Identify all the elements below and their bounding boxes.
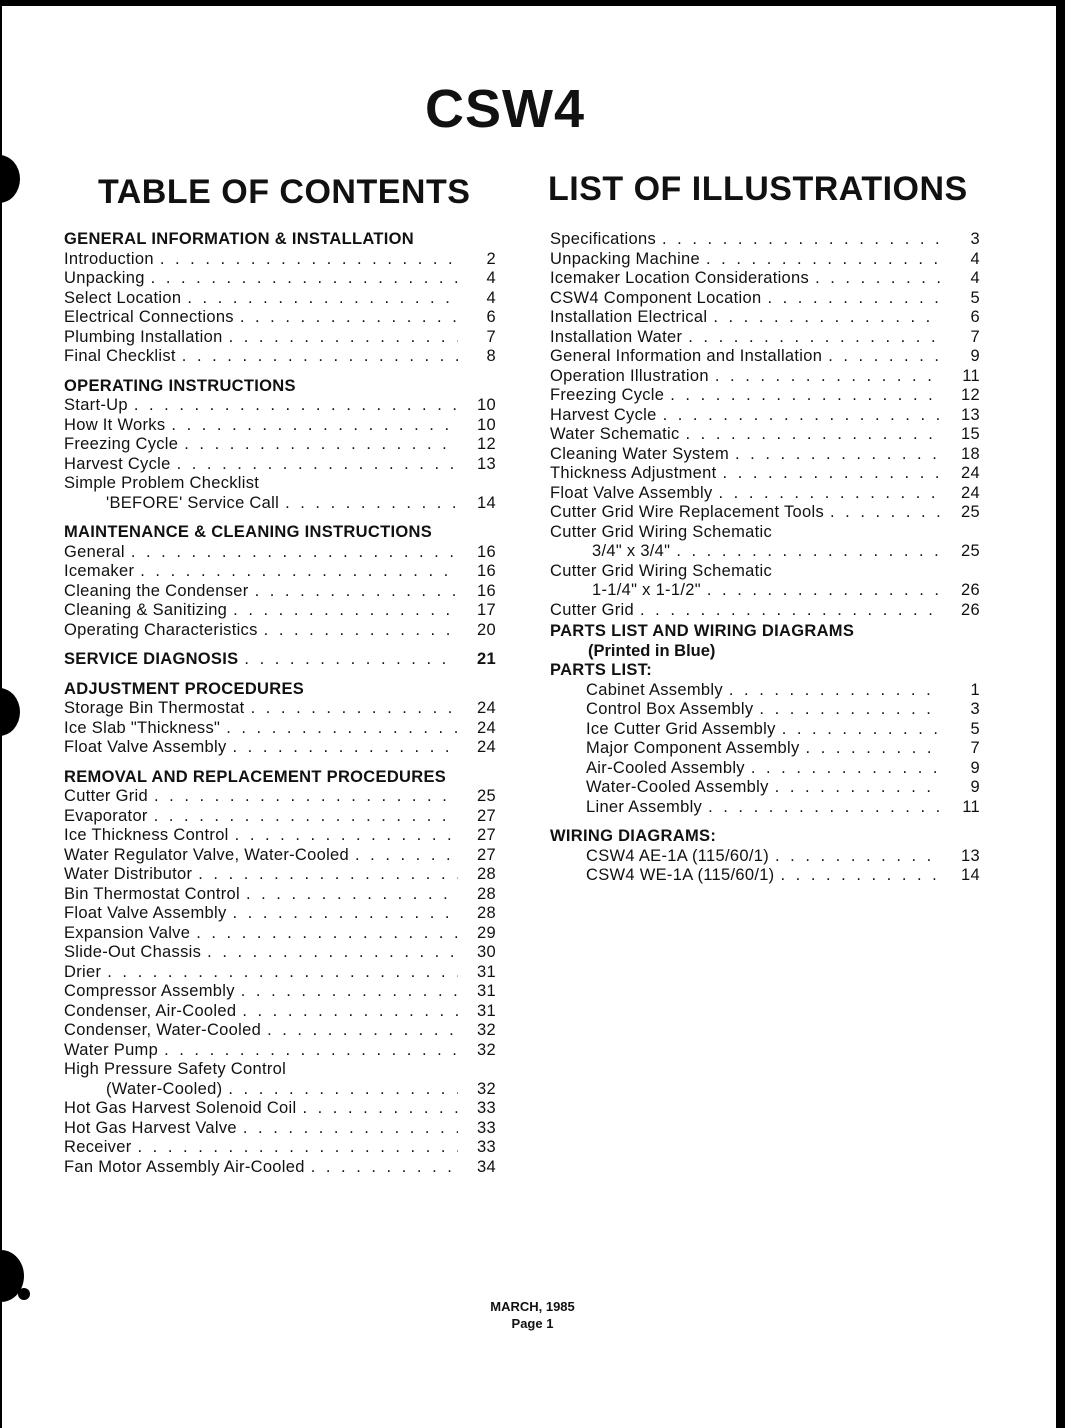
dot-leader [207, 943, 458, 963]
toc-entry [64, 308, 496, 328]
toc-entry-page: 5 [970, 719, 980, 738]
toc-entry [64, 416, 496, 436]
toc-entry [64, 347, 496, 367]
toc-entry-label: Float Valve Assembly [64, 738, 227, 756]
toc-section [64, 377, 496, 514]
dot-leader [707, 581, 942, 601]
toc-entry [64, 865, 496, 885]
toc-entry [64, 826, 496, 846]
toc-entry-label: Ice Slab "Thickness" [64, 718, 221, 737]
toc-entry-page: 24 [477, 738, 496, 756]
toc-entry-label: CSW4 WE-1A (115/60/1) [586, 866, 775, 884]
toc-entry-page: 9 [970, 758, 980, 777]
toc-entry-page: 15 [961, 425, 980, 443]
toc-entry-label: High Pressure Safety Control [64, 1060, 287, 1078]
toc-entry-page: 33 [477, 1138, 496, 1156]
toc-entry-label: Icemaker [64, 562, 135, 580]
dot-leader [177, 455, 458, 475]
toc-entry-page: 4 [970, 269, 980, 287]
toc-entry-page: 7 [970, 327, 980, 346]
toc-entry-page: 9 [970, 778, 980, 796]
dot-leader [138, 1138, 458, 1158]
dot-leader [686, 425, 942, 445]
dot-leader [160, 250, 458, 270]
toc-entry [550, 406, 980, 426]
toc-entry-page: 33 [477, 1118, 496, 1137]
toc-entry [550, 328, 980, 348]
toc-entry-label: Compressor Assembly [64, 982, 235, 1000]
toc-entry-label: Bin Thermostat Control [64, 884, 240, 903]
toc-entry-page: 14 [961, 866, 980, 884]
toc-entry-page: 31 [477, 962, 496, 981]
toc-entry-label: Introduction [64, 249, 154, 268]
toc-entry-label: Control Box Assembly [586, 700, 754, 718]
dot-leader [164, 1041, 458, 1061]
toc-entry-label: How It Works [64, 415, 166, 434]
wiring-heading: WIRING DIAGRAMS: [550, 827, 717, 845]
dot-leader [830, 503, 942, 523]
toc-entry [64, 1080, 496, 1100]
toc-section-title: GENERAL INFORMATION & INSTALLATION [64, 230, 414, 248]
toc-section [64, 680, 496, 758]
binder-hole [0, 155, 20, 203]
toc-entry-page: 3 [970, 700, 980, 718]
toc-entry-label: Harvest Cycle [64, 454, 171, 473]
dot-leader [780, 866, 942, 886]
toc-entry-label: Hot Gas Harvest Solenoid Coil [64, 1099, 297, 1117]
toc-entry-page: 27 [477, 806, 496, 825]
toc-entry-page: 31 [477, 982, 496, 1000]
toc-entry [64, 582, 496, 602]
dot-leader [715, 367, 942, 387]
toc-entry [64, 924, 496, 944]
toc-entry-label: Installation Water [550, 327, 683, 346]
toc-entry [550, 739, 980, 759]
toc-entry-label: Unpacking Machine [550, 249, 701, 268]
dot-leader [228, 1080, 458, 1100]
dot-leader [706, 250, 942, 270]
dot-leader [806, 739, 942, 759]
dot-leader [782, 720, 942, 740]
toc-section-title: OPERATING INSTRUCTIONS [64, 376, 296, 395]
dot-leader [251, 699, 458, 719]
toc-entry [64, 963, 496, 983]
toc-entry [64, 787, 496, 807]
toc-entry [64, 1138, 496, 1158]
toc-entry [64, 562, 496, 582]
dot-leader [235, 826, 458, 846]
toc-entry-page: 25 [961, 503, 980, 521]
dot-leader [688, 328, 942, 348]
toc-entry-label: Water Pump [64, 1040, 159, 1059]
dot-leader [670, 386, 942, 406]
toc-entry [64, 269, 496, 289]
toc-entry-label: Unpacking [64, 269, 145, 287]
dot-leader [226, 719, 458, 739]
toc-entry-page: 24 [961, 464, 980, 482]
toc-section [64, 523, 496, 640]
toc-entry-page: 5 [970, 288, 980, 307]
dot-leader [775, 778, 942, 798]
toc-entry-label: Air-Cooled Assembly [586, 758, 745, 777]
toc-entry-page: 13 [477, 454, 496, 473]
dot-leader [729, 681, 942, 701]
toc-entry-label: Start-Up [64, 396, 128, 414]
toc-entry [64, 846, 496, 866]
toc-entry [64, 738, 496, 758]
dot-leader [759, 700, 942, 720]
dot-leader [233, 738, 458, 758]
parts-heading: PARTS LIST AND WIRING DIAGRAMS [550, 622, 855, 640]
toc-entry-page: 28 [477, 884, 496, 903]
toc-section-title: ADJUSTMENT PROCEDURES [64, 679, 305, 698]
toc-entry-page: 13 [961, 846, 980, 865]
toc-entry-label: Cabinet Assembly [586, 680, 723, 699]
toc-entry-page: 16 [477, 542, 496, 561]
toc-entry [64, 1002, 496, 1022]
toc-entry-page: 8 [486, 347, 496, 365]
toc-section-title: REMOVAL AND REPLACEMENT PROCEDURES [64, 767, 447, 786]
dot-leader [264, 621, 458, 641]
toc-entry-label: Simple Problem Checklist [64, 474, 260, 492]
toc-entry-page: 12 [961, 386, 980, 404]
toc-entry-label: Electrical Connections [64, 308, 234, 326]
toc-entry-continuation: (Water-Cooled) [106, 1079, 223, 1098]
toc-entry-page: 16 [477, 562, 496, 580]
toc-entry-label: Storage Bin Thermostat [64, 699, 245, 717]
toc-entry [550, 289, 980, 309]
toc-entry-page: 28 [477, 865, 496, 883]
toc-entry [550, 798, 980, 818]
dot-leader [196, 924, 458, 944]
footer-date: MARCH, 1985 [490, 1299, 575, 1314]
dot-leader [184, 435, 458, 455]
toc-entry-label: Installation Electrical [550, 308, 708, 326]
toc-heading: TABLE OF CONTENTS [98, 173, 471, 211]
page-border-right [1056, 0, 1065, 1428]
toc-entry-page: 4 [486, 269, 496, 287]
toc-section-title: MAINTENANCE & CLEANING INSTRUCTIONS [64, 523, 432, 541]
dot-leader [233, 601, 458, 621]
dot-leader [198, 865, 458, 885]
toc-entry-label: Water Distributor [64, 865, 193, 883]
toc-entry-label: Water-Cooled Assembly [586, 778, 769, 796]
toc-entry-label: Final Checklist [64, 347, 176, 365]
toc-entry-page: 9 [970, 347, 980, 365]
toc-entry-page: 32 [477, 1021, 496, 1039]
toc-entry [550, 581, 980, 601]
dot-leader [240, 308, 458, 328]
dot-leader [134, 396, 458, 416]
toc-entry-label: Water Schematic [550, 425, 680, 443]
toc-entry [64, 328, 496, 348]
dot-leader [229, 328, 458, 348]
toc-entry [550, 778, 980, 798]
toc-entry [64, 250, 496, 270]
toc-entry [64, 396, 496, 416]
dot-leader [171, 416, 458, 436]
toc-entry [64, 289, 496, 309]
toc-entry [550, 866, 980, 886]
toc-entry [64, 943, 496, 963]
toc-entry-page: 26 [961, 581, 980, 599]
toc-entry-page: 12 [477, 435, 496, 453]
dot-leader [255, 582, 458, 602]
dot-leader [828, 347, 942, 367]
toc-entry-label: Cutter Grid Wiring Schematic [550, 522, 773, 541]
toc-entry-page: 30 [477, 943, 496, 961]
dot-leader [182, 347, 458, 367]
section-title: SERVICE DIAGNOSIS [64, 650, 239, 668]
toc-entry [64, 1099, 496, 1119]
dot-leader [640, 601, 942, 621]
toc-entry-label: Cutter Grid Wiring Schematic [550, 561, 773, 580]
toc-entry-label: General Information and Installation [550, 347, 823, 365]
document-title: CSW4 [424, 79, 585, 139]
dot-leader [107, 963, 458, 983]
toc-entry [550, 367, 980, 387]
toc-entry [550, 230, 980, 250]
toc-entry [550, 484, 980, 504]
toc-entry [550, 386, 980, 406]
dot-leader [708, 798, 942, 818]
toc-entry-label: Cleaning Water System [550, 444, 730, 463]
toc-entry [64, 982, 496, 1002]
dot-leader [311, 1158, 458, 1178]
toc-entry-page: 11 [962, 366, 980, 385]
toc-entry [550, 847, 980, 867]
toc-section [64, 230, 496, 367]
toc-section [64, 650, 496, 670]
toc-entry-page: 25 [961, 542, 980, 560]
toc-entry-page: 27 [477, 845, 496, 864]
dot-leader [243, 1119, 458, 1139]
toc-entry [64, 904, 496, 924]
dot-leader [246, 885, 458, 905]
toc-entry-label: Fan Motor Assembly Air-Cooled [64, 1157, 305, 1176]
dot-leader [723, 464, 943, 484]
toc-entry-continuation: 'BEFORE' Service Call [106, 493, 280, 512]
dot-leader [302, 1099, 458, 1119]
toc-entry-continuation: 3/4" x 3/4" [592, 542, 671, 560]
toc-entry-label: CSW4 Component Location [550, 288, 762, 307]
toc-entry-label: Float Valve Assembly [550, 483, 713, 502]
toc-entry-page: 29 [477, 923, 496, 942]
dot-leader [151, 269, 458, 289]
toc-entry [550, 250, 980, 270]
toc-entry [64, 719, 496, 739]
toc-entry-page: 27 [477, 826, 496, 844]
toc-entry-label: Operating Characteristics [64, 620, 258, 639]
dot-leader [140, 562, 458, 582]
toc-entry-label: Specifications [550, 230, 657, 248]
toc-entry-page: 6 [970, 308, 980, 326]
toc-entry [64, 1119, 496, 1139]
dot-leader [241, 982, 458, 1002]
toc-entry [64, 1158, 496, 1178]
dot-leader [767, 289, 942, 309]
toc-entry [550, 464, 980, 484]
dot-leader [267, 1021, 458, 1041]
toc-entry-label: Thickness Adjustment [550, 464, 717, 482]
toc-entry [64, 601, 496, 621]
toc-entry [550, 759, 980, 779]
toc-entry-page: 21 [477, 650, 496, 668]
binder-hole [0, 688, 20, 736]
toc-entry-page: 20 [477, 620, 496, 639]
toc-entry-label: Cleaning & Sanitizing [64, 601, 228, 619]
toc-entry-page: 17 [477, 601, 496, 619]
toc-entry [64, 494, 496, 514]
list-of-illustrations [550, 230, 980, 886]
toc-section [64, 768, 496, 1178]
toc-entry [550, 425, 980, 445]
page-footer [0, 1298, 1065, 1332]
toc-entry-continuation: 1-1/4" x 1-1/2" [592, 581, 701, 599]
page-border-top [0, 0, 1065, 6]
toc-entry-label: Select Location [64, 288, 182, 307]
toc-entry-label: Receiver [64, 1138, 132, 1156]
toc-entry [64, 699, 496, 719]
dot-leader [131, 543, 458, 563]
dot-leader [154, 807, 458, 827]
toc-entry-label: Freezing Cycle [550, 386, 665, 404]
toc-entry-page: 6 [486, 308, 496, 326]
toc-entry [550, 308, 980, 328]
toc-entry-label: Freezing Cycle [64, 435, 179, 453]
dot-leader [662, 230, 942, 250]
toc-entry-page: 31 [477, 1001, 496, 1020]
toc-entry-label: Evaporator [64, 806, 148, 825]
toc-entry-label: Water Regulator Valve, Water-Cooled [64, 845, 349, 864]
dot-leader [242, 1002, 458, 1022]
dot-leader [719, 484, 942, 504]
dot-leader [815, 269, 942, 289]
toc-entry-page: 10 [477, 415, 496, 434]
toc-entry-page: 33 [477, 1099, 496, 1117]
toc-entry-label: Slide-Out Chassis [64, 943, 202, 961]
dot-leader [663, 406, 942, 426]
toc-entry-label: Operation Illustration [550, 366, 709, 385]
toc-entry [64, 1041, 496, 1061]
toc-entry-page: 24 [961, 483, 980, 502]
toc-entry-page: 34 [477, 1157, 496, 1176]
toc-entry-page: 4 [486, 288, 496, 307]
toc-entry-label: Cleaning the Condenser [64, 581, 249, 600]
dot-leader [775, 847, 942, 867]
toc-entry-label: Condenser, Air-Cooled [64, 1001, 237, 1020]
toc-entry-label: Cutter Grid [64, 787, 148, 805]
dot-leader [154, 787, 458, 807]
dot-leader [285, 494, 458, 514]
loi-heading: LIST OF ILLUSTRATIONS [548, 170, 968, 208]
toc-entry-page: 3 [970, 230, 980, 248]
footer-page-number: Page 1 [511, 1316, 554, 1331]
toc-entry-label: Expansion Valve [64, 923, 191, 942]
toc-entry [64, 885, 496, 905]
toc-entry-label: Float Valve Assembly [64, 904, 227, 922]
toc-entry-page: 1 [970, 680, 980, 699]
toc-entry-page: 7 [486, 327, 496, 346]
toc-entry-label: Condenser, Water-Cooled [64, 1021, 262, 1039]
parts-list-heading: PARTS LIST: [550, 661, 652, 679]
toc-entry-page: 26 [961, 600, 980, 619]
toc-entry [550, 700, 980, 720]
toc-entry-page: 32 [477, 1079, 496, 1098]
toc-entry-page: 16 [477, 581, 496, 600]
toc-entry-label: Hot Gas Harvest Valve [64, 1118, 237, 1137]
toc-entry [64, 543, 496, 563]
toc-entry [550, 347, 980, 367]
toc-entry-page: 4 [970, 249, 980, 268]
dot-leader [751, 759, 942, 779]
toc-entry [550, 542, 980, 562]
toc-entry-label: Icemaker Location Considerations [550, 269, 810, 287]
dot-leader [244, 650, 458, 670]
toc-entry [64, 621, 496, 641]
toc-entry [550, 681, 980, 701]
toc-entry-page: 14 [477, 493, 496, 512]
toc-entry-label: Ice Thickness Control [64, 826, 229, 844]
toc-entry-label: Cutter Grid [550, 600, 634, 619]
toc-entry [64, 455, 496, 475]
toc-entry-page: 24 [477, 718, 496, 737]
toc-entry-label: Ice Cutter Grid Assembly [586, 719, 776, 738]
toc-entry [64, 435, 496, 455]
toc-entry-label: CSW4 AE-1A (115/60/1) [586, 846, 769, 865]
toc-entry-page: 11 [962, 797, 980, 816]
dot-leader [233, 904, 458, 924]
toc-section-title [64, 650, 496, 670]
toc-entry-label: Major Component Assembly [586, 739, 800, 757]
toc-entry-page: 2 [486, 249, 496, 268]
toc-entry [550, 503, 980, 523]
toc-entry [550, 445, 980, 465]
toc-entry-page: 24 [477, 699, 496, 717]
parts-subheading: (Printed in Blue) [588, 641, 716, 660]
toc-entry-page: 28 [477, 904, 496, 922]
toc-entry-page: 7 [970, 739, 980, 757]
toc-entry-page: 10 [477, 396, 496, 414]
toc-entry-label: Plumbing Installation [64, 327, 223, 346]
toc-entry-label: Harvest Cycle [550, 405, 657, 424]
table-of-contents [64, 230, 496, 1187]
toc-entry-label: Cutter Grid Wire Replacement Tools [550, 503, 824, 521]
dot-leader [187, 289, 458, 309]
dot-leader [735, 445, 942, 465]
toc-entry-page: 18 [961, 444, 980, 463]
toc-entry-page: 25 [477, 787, 496, 805]
dot-leader [355, 846, 458, 866]
toc-entry [64, 1021, 496, 1041]
toc-entry-label: Drier [64, 962, 102, 981]
dot-leader [676, 542, 942, 562]
toc-entry [550, 601, 980, 621]
dot-leader [713, 308, 942, 328]
toc-entry-label: Liner Assembly [586, 797, 703, 816]
toc-entry-label: General [64, 542, 125, 561]
toc-entry [550, 720, 980, 740]
toc-entry [550, 269, 980, 289]
toc-entry [64, 807, 496, 827]
toc-entry-page: 32 [477, 1040, 496, 1059]
toc-entry-page: 13 [961, 405, 980, 424]
